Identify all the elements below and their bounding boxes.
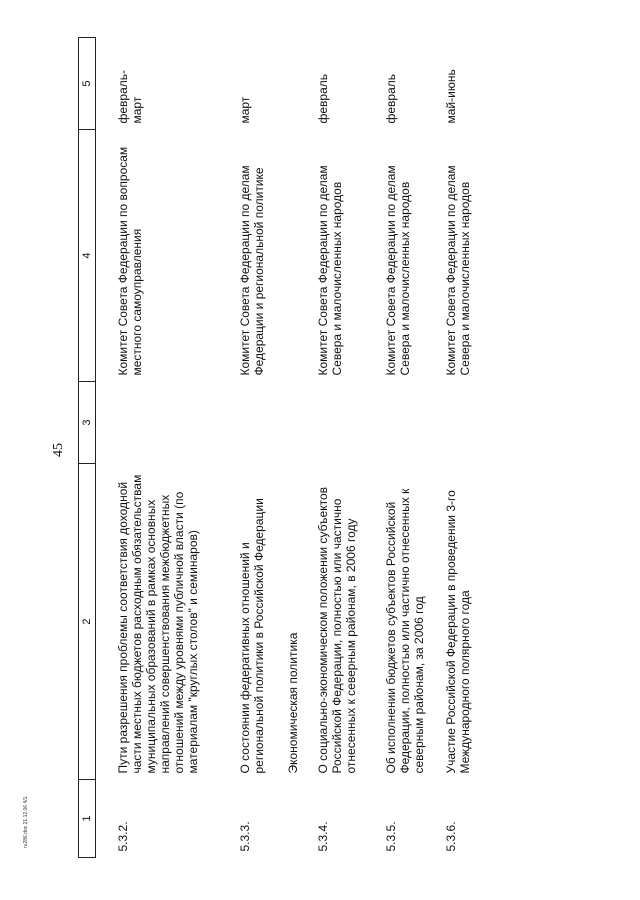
table-header-row	[79, 38, 96, 858]
header-col-3: 3	[79, 382, 96, 464]
item-period: февраль	[383, 73, 398, 124]
item-number: 5.3.2.	[116, 821, 130, 852]
plan-table	[78, 37, 490, 858]
item-number: 5.3.4.	[315, 821, 330, 852]
item-period: февраль-март	[116, 69, 144, 124]
item-col3	[430, 382, 490, 464]
header-col-4: 4	[79, 130, 96, 382]
item-number: 5.3.5.	[383, 821, 398, 852]
section-heading-row	[270, 38, 300, 858]
item-topic: Пути разрешения проблемы соответствия доходной части местных бюджетов расходным обязательствам муниципальных образований в рамках основных направлений совершенствования межбюджетных отношений между уровнями публичной власти (по материалам "круглых столов" и семинаров)	[116, 474, 200, 774]
item-col3	[370, 382, 430, 464]
item-committee: Комитет Совета Федерации по вопросам местного самоуправления	[116, 146, 144, 376]
item-committee: Комитет Совета Федерации по делам Севера и малочисленных народов	[383, 165, 412, 376]
item-period: март	[237, 96, 252, 124]
item-number: 5.3.3.	[237, 821, 252, 852]
item-period: февраль	[315, 73, 330, 124]
item-period: май-июнь	[443, 69, 458, 124]
item-committee: Комитет Совета Федерации по делам Федерации и региональной политике	[237, 165, 266, 376]
item-col3	[96, 382, 214, 464]
item-topic: Об исполнении бюджетов субъектов Российской Федерации, полностью или частично отнесенных к северным районам, за 2006 год	[383, 488, 426, 774]
item-col3	[214, 382, 270, 464]
item-topic: О состоянии федеративных отношений и региональной политики в Российской Федерации	[237, 498, 266, 774]
table-row	[430, 38, 490, 858]
table-row	[96, 38, 214, 858]
header-col-5: 5	[79, 38, 96, 130]
document-footer-code: ru286.doc 21.12.06 4/1	[23, 796, 29, 848]
item-committee: Комитет Совета Федерации по делам Севера и малочисленных народов	[315, 165, 344, 376]
item-topic: Участие Российской Федерации в проведении 3-го Международного полярного года	[443, 490, 472, 774]
document-table-container	[78, 38, 608, 858]
item-topic: О социально-экономическом положении субъектов Российской Федерации, полностью или частично отнесенных к северным районам, в 2006 году	[315, 486, 358, 774]
table-row	[300, 38, 370, 858]
item-number: 5.3.6.	[443, 821, 458, 852]
table-row	[370, 38, 430, 858]
item-col3	[300, 382, 370, 464]
section-heading: Экономическая политика	[285, 632, 300, 774]
header-col-1: 1	[79, 780, 96, 858]
item-committee: Комитет Совета Федерации по делам Севера и малочисленных народов	[443, 165, 472, 376]
header-col-2: 2	[79, 464, 96, 780]
page-number: 45	[51, 443, 66, 457]
table-row	[214, 38, 270, 858]
